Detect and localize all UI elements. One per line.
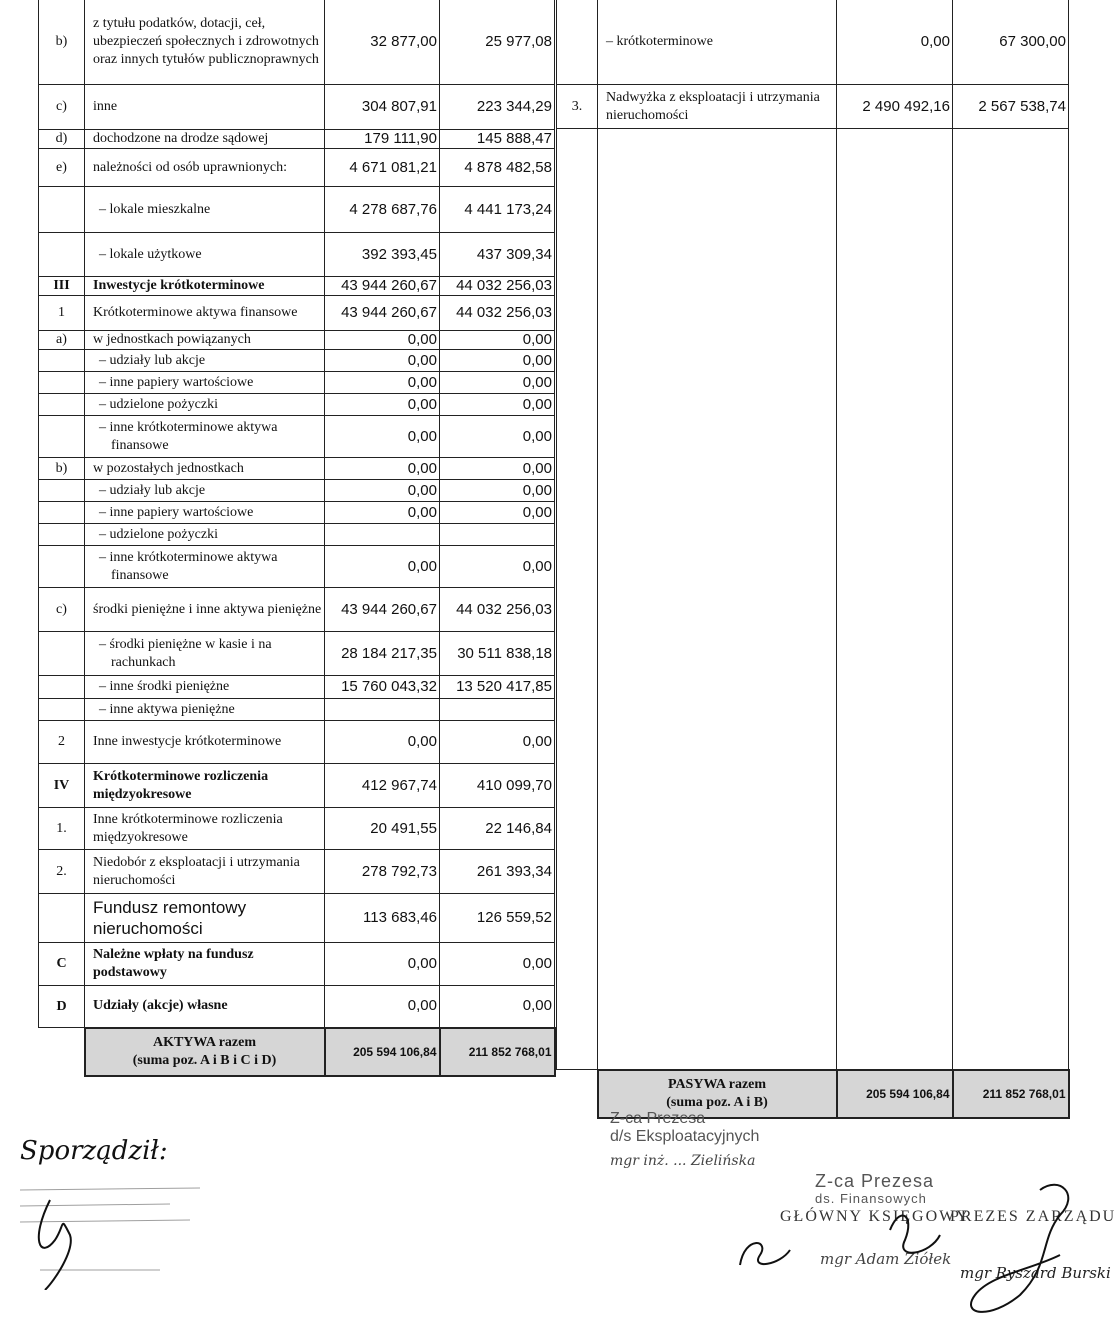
row-index: [39, 894, 85, 943]
table-row: [39, 502, 555, 524]
row-index: [39, 502, 85, 524]
value-curr: 13 520 417,85: [440, 676, 555, 699]
table-row: [39, 480, 555, 502]
table-row: [39, 233, 555, 277]
value-curr: 4 878 482,58: [440, 149, 555, 187]
row-index: [39, 524, 85, 546]
value-curr: 44 032 256,03: [440, 277, 555, 296]
row-label: – udziały lub akcje: [85, 350, 325, 372]
value-curr: 437 309,34: [440, 233, 555, 277]
table-row: [39, 85, 555, 130]
row-label-line2: finansowe: [111, 437, 169, 453]
value-prev: 0,00: [325, 458, 440, 480]
table-row: [39, 277, 555, 296]
table-row: [39, 187, 555, 233]
value-prev: 0,00: [325, 943, 440, 986]
row-index: b): [39, 0, 85, 85]
table-row: [39, 394, 555, 416]
table-row: [39, 524, 555, 546]
row-label: Należne wpłaty na fundusz podstawowy: [85, 943, 325, 986]
total-value-curr: 211 852 768,01: [953, 1070, 1069, 1118]
value-curr: 0,00: [440, 986, 555, 1028]
value-curr: 223 344,29: [440, 85, 555, 130]
table-row: [39, 699, 555, 721]
row-label: – lokale mieszkalne: [85, 187, 325, 233]
row-label: Inne krótkoterminowe rozliczenia międzyokresowe: [85, 808, 325, 850]
value-curr: 44 032 256,03: [440, 296, 555, 331]
row-label-line2: rachunkach: [111, 654, 176, 670]
value-prev: 4 278 687,76: [325, 187, 440, 233]
value-prev: 304 807,91: [325, 85, 440, 130]
row-index: 2.: [39, 850, 85, 894]
value-prev: 43 944 260,67: [325, 588, 440, 632]
value-prev: 0,00: [325, 416, 440, 458]
total-row: [39, 1028, 555, 1076]
row-index: b): [39, 458, 85, 480]
value-prev: 43 944 260,67: [325, 296, 440, 331]
value-prev: [325, 699, 440, 721]
row-label-line2: finansowe: [111, 567, 169, 583]
value-prev: 412 967,74: [325, 764, 440, 808]
value-curr: 0,00: [440, 546, 555, 588]
value-curr: 67 300,00: [953, 0, 1069, 85]
row-label: – inne papiery wartościowe: [85, 372, 325, 394]
row-index: IV: [39, 764, 85, 808]
table-row: [39, 416, 555, 458]
table-row: [39, 808, 555, 850]
value-prev: 392 393,45: [325, 233, 440, 277]
row-label: Inne inwestycje krótkoterminowe: [85, 721, 325, 764]
row-index: 3.: [557, 85, 598, 129]
value-curr: 30 511 838,18: [440, 632, 555, 676]
value-curr: 0,00: [440, 458, 555, 480]
table-row: [39, 296, 555, 331]
table-row: [39, 331, 555, 350]
row-label: dochodzone na drodze sądowej: [85, 130, 325, 149]
empty-row: [557, 129, 1069, 1070]
row-label: środki pieniężne i inne aktywa pieniężne: [85, 588, 325, 632]
value-curr: 126 559,52: [440, 894, 555, 943]
value-prev: 179 111,90: [325, 130, 440, 149]
row-index: III: [39, 277, 85, 296]
value-prev: 0,00: [325, 546, 440, 588]
value-curr: 0,00: [440, 372, 555, 394]
value-curr: 145 888,47: [440, 130, 555, 149]
row-index: c): [39, 588, 85, 632]
value-curr: [440, 524, 555, 546]
signatory-name: mgr Adam Ziółek: [820, 1250, 952, 1268]
total-label-1: PASYWA razem: [667, 1076, 767, 1092]
row-label: – inne środki pieniężne: [85, 676, 325, 699]
row-index: a): [39, 331, 85, 350]
table-row: [39, 676, 555, 699]
row-label: Krótkoterminowe rozliczenia międzyokresowe: [85, 764, 325, 808]
row-index: [39, 187, 85, 233]
row-label: [85, 546, 325, 588]
value-curr: [440, 699, 555, 721]
value-curr: 261 393,34: [440, 850, 555, 894]
row-index: [39, 546, 85, 588]
value-prev: 0,00: [325, 986, 440, 1028]
signatory-name: mgr Ryszard Burski: [960, 1264, 1111, 1282]
row-label-line1: – inne krótkoterminowe aktywa: [99, 549, 278, 565]
row-label: – inne aktywa pieniężne: [85, 699, 325, 721]
value-prev: 0,00: [325, 480, 440, 502]
row-label: Nadwyżka z eksploatacji i utrzymania nieruchomości: [598, 85, 837, 129]
value-curr: 0,00: [440, 502, 555, 524]
row-index: 1.: [39, 808, 85, 850]
value-curr: 0,00: [440, 350, 555, 372]
value-prev: 2 490 492,16: [837, 85, 953, 129]
table-row: [39, 894, 555, 943]
row-label: Udziały (akcje) własne: [85, 986, 325, 1028]
table-row: [39, 850, 555, 894]
value-prev: 0,00: [837, 0, 953, 85]
value-curr: 410 099,70: [440, 764, 555, 808]
row-index: [39, 372, 85, 394]
total-label-1: AKTYWA razem: [152, 1034, 257, 1050]
value-prev: 4 671 081,21: [325, 149, 440, 187]
value-prev: 0,00: [325, 350, 440, 372]
signature-marks: [0, 1145, 1117, 1325]
value-curr: 0,00: [440, 331, 555, 350]
row-label: – udziały lub akcje: [85, 480, 325, 502]
table-row: [557, 0, 1069, 85]
table-row: [39, 149, 555, 187]
value-curr: 0,00: [440, 480, 555, 502]
row-label: Fundusz remontowy nieruchomości: [85, 894, 325, 943]
row-index: [39, 676, 85, 699]
table-row: [39, 632, 555, 676]
value-prev: 0,00: [325, 372, 440, 394]
row-label: Niedobór z eksploatacji i utrzymania nieruchomości: [85, 850, 325, 894]
row-index: [39, 350, 85, 372]
value-curr: 22 146,84: [440, 808, 555, 850]
row-index: [39, 233, 85, 277]
value-prev: 0,00: [325, 331, 440, 350]
value-prev: 15 760 043,32: [325, 676, 440, 699]
assets-table: [38, 0, 556, 1077]
liabilities-table: [556, 0, 1070, 1119]
table-row: [39, 986, 555, 1028]
row-index: c): [39, 85, 85, 130]
total-value-prev: 205 594 106,84: [325, 1028, 440, 1076]
value-curr: 25 977,08: [440, 0, 555, 85]
row-index: C: [39, 943, 85, 986]
row-label: w pozostałych jednostkach: [85, 458, 325, 480]
stamp-president: PREZES ZARZĄDU: [950, 1208, 1117, 1225]
total-label-2: (suma poz. A i B): [666, 1094, 768, 1110]
prepared-by-label: Sporządził:: [20, 1136, 168, 1166]
value-prev: 28 184 217,35: [325, 632, 440, 676]
row-label: inne: [85, 85, 325, 130]
row-label: [85, 632, 325, 676]
stamp-title: Z-ca Prezesa: [610, 1110, 706, 1127]
value-curr: 4 441 173,24: [440, 187, 555, 233]
table-row: [39, 943, 555, 986]
row-index: D: [39, 986, 85, 1028]
value-curr: 0,00: [440, 943, 555, 986]
value-prev: 0,00: [325, 502, 440, 524]
row-label-line1: – inne krótkoterminowe aktywa: [99, 419, 278, 435]
row-index: [39, 699, 85, 721]
row-label: – inne papiery wartościowe: [85, 502, 325, 524]
row-index: [557, 0, 598, 85]
total-label: [85, 1028, 325, 1076]
stamp-chief-accountant: GŁÓWNY KSIĘGOWY: [780, 1208, 970, 1225]
row-index: e): [39, 149, 85, 187]
value-prev: 113 683,46: [325, 894, 440, 943]
total-value-curr: 211 852 768,01: [440, 1028, 555, 1076]
value-curr: 0,00: [440, 416, 555, 458]
table-row: [557, 85, 1069, 129]
row-label: Inwestycje krótkoterminowe: [85, 277, 325, 296]
value-curr: 2 567 538,74: [953, 85, 1069, 129]
value-prev: [325, 524, 440, 546]
value-curr: 0,00: [440, 394, 555, 416]
table-row: [39, 764, 555, 808]
row-index: [39, 416, 85, 458]
row-label: [85, 416, 325, 458]
row-index: [39, 394, 85, 416]
signatory-name: mgr inż. ... Zielińska: [610, 1153, 756, 1169]
row-index: [39, 480, 85, 502]
row-label: – lokale użytkowe: [85, 233, 325, 277]
row-label-line1: – środki pieniężne w kasie i na: [99, 636, 272, 652]
row-label: Krótkoterminowe aktywa finansowe: [85, 296, 325, 331]
value-curr: 0,00: [440, 721, 555, 764]
table-row: [39, 130, 555, 149]
row-label: należności od osób uprawnionych:: [85, 149, 325, 187]
stamp-title: Z-ca Prezesa: [815, 1171, 935, 1191]
table-row: [39, 372, 555, 394]
value-prev: 32 877,00: [325, 0, 440, 85]
row-index: 2: [39, 721, 85, 764]
stamp-subtitle: d/s Eksploatacyjnych: [610, 1128, 760, 1145]
value-prev: 20 491,55: [325, 808, 440, 850]
value-prev: 278 792,73: [325, 850, 440, 894]
table-row: [39, 458, 555, 480]
row-label: – udzielone pożyczki: [85, 394, 325, 416]
row-label: w jednostkach powiązanych: [85, 331, 325, 350]
table-row: [39, 0, 555, 85]
row-label: – krótkoterminowe: [598, 0, 837, 85]
value-prev: 0,00: [325, 394, 440, 416]
value-curr: 44 032 256,03: [440, 588, 555, 632]
row-label: z tytułu podatków, dotacji, ceł, ubezpieczeń społecznych i zdrowotnych oraz innych tytułów publicznoprawnych: [85, 0, 325, 85]
table-row: [39, 588, 555, 632]
total-value-prev: 205 594 106,84: [837, 1070, 953, 1118]
row-index: [39, 632, 85, 676]
table-row: [39, 721, 555, 764]
table-row: [39, 546, 555, 588]
stamp-subtitle: ds. Finansowych: [815, 1191, 927, 1206]
row-label: – udzielone pożyczki: [85, 524, 325, 546]
value-prev: 43 944 260,67: [325, 277, 440, 296]
total-label-2: (suma poz. A i B i C i D): [132, 1052, 277, 1068]
row-index: d): [39, 130, 85, 149]
row-index: 1: [39, 296, 85, 331]
table-row: [39, 350, 555, 372]
value-prev: 0,00: [325, 721, 440, 764]
